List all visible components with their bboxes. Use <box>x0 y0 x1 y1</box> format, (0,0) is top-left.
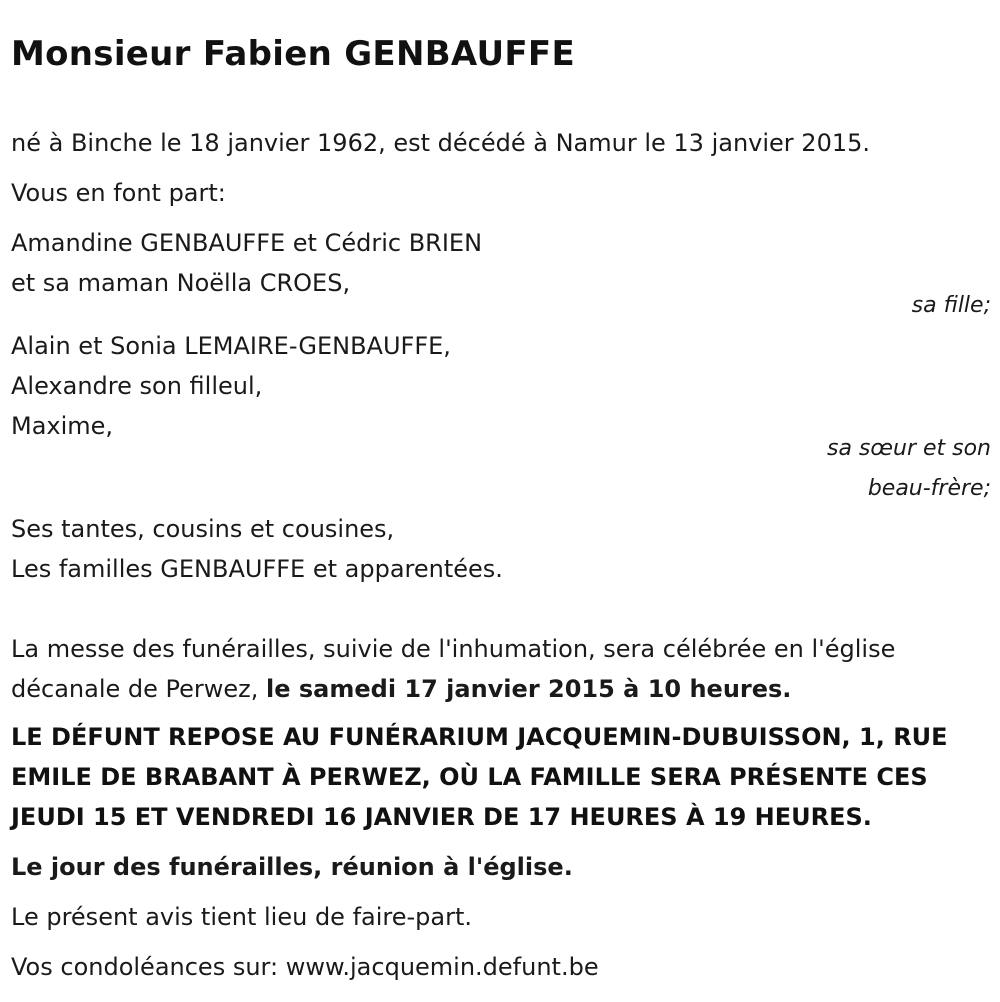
visitation-block <box>11 717 991 837</box>
mass-date: le samedi 17 janvier 2015 à 10 heures. <box>266 675 792 703</box>
family-line: Alain et Sonia LEMAIRE-GENBAUFFE, <box>11 332 451 360</box>
family-line: et sa maman Noëlla CROES, <box>11 269 351 297</box>
family-line: Alexandre son filleul, <box>11 372 263 400</box>
family-line: Maxime, <box>11 412 114 440</box>
visitation-line: EMILE DE BRABANT À PERWEZ, OÙ LA FAMILLE SERA PRÉSENTE CES <box>11 763 928 791</box>
relation-label: beau-frère; <box>867 476 991 501</box>
notice-text-line: Le présent avis tient lieu de faire-part. <box>11 903 473 931</box>
church-meeting-line: Le jour des funérailles, réunion à l'église. <box>11 853 573 881</box>
relation-label: sa sœur et son <box>826 436 991 461</box>
birth-death-line: né à Binche le 18 janvier 1962, est décédé à Namur le 13 janvier 2015. <box>11 129 871 157</box>
family-line: Les familles GENBAUFFE et apparentées. <box>11 555 503 583</box>
mass-line <box>11 674 791 704</box>
family-line: Amandine GENBAUFFE et Cédric BRIEN <box>11 229 483 257</box>
visitation-line: JEUDI 15 ET VENDREDI 16 JANVIER DE 17 HEURES À 19 HEURES. <box>11 803 872 831</box>
page-title: Monsieur Fabien GENBAUFFE <box>11 34 575 74</box>
family-line: Ses tantes, cousins et cousines, <box>11 515 395 543</box>
condolences-line: Vos condoléances sur: www.jacquemin.defunt.be <box>11 953 599 981</box>
visitation-line: LE DÉFUNT REPOSE AU FUNÉRARIUM JACQUEMIN-DUBUISSON, 1, RUE <box>11 723 948 751</box>
announce-line: Vous en font part: <box>11 179 226 207</box>
mass-line: La messe des funérailles, suivie de l'inhumation, sera célébrée en l'église <box>11 635 896 663</box>
relation-label: sa fille; <box>911 293 991 318</box>
mass-location: décanale de Perwez, <box>11 675 267 703</box>
